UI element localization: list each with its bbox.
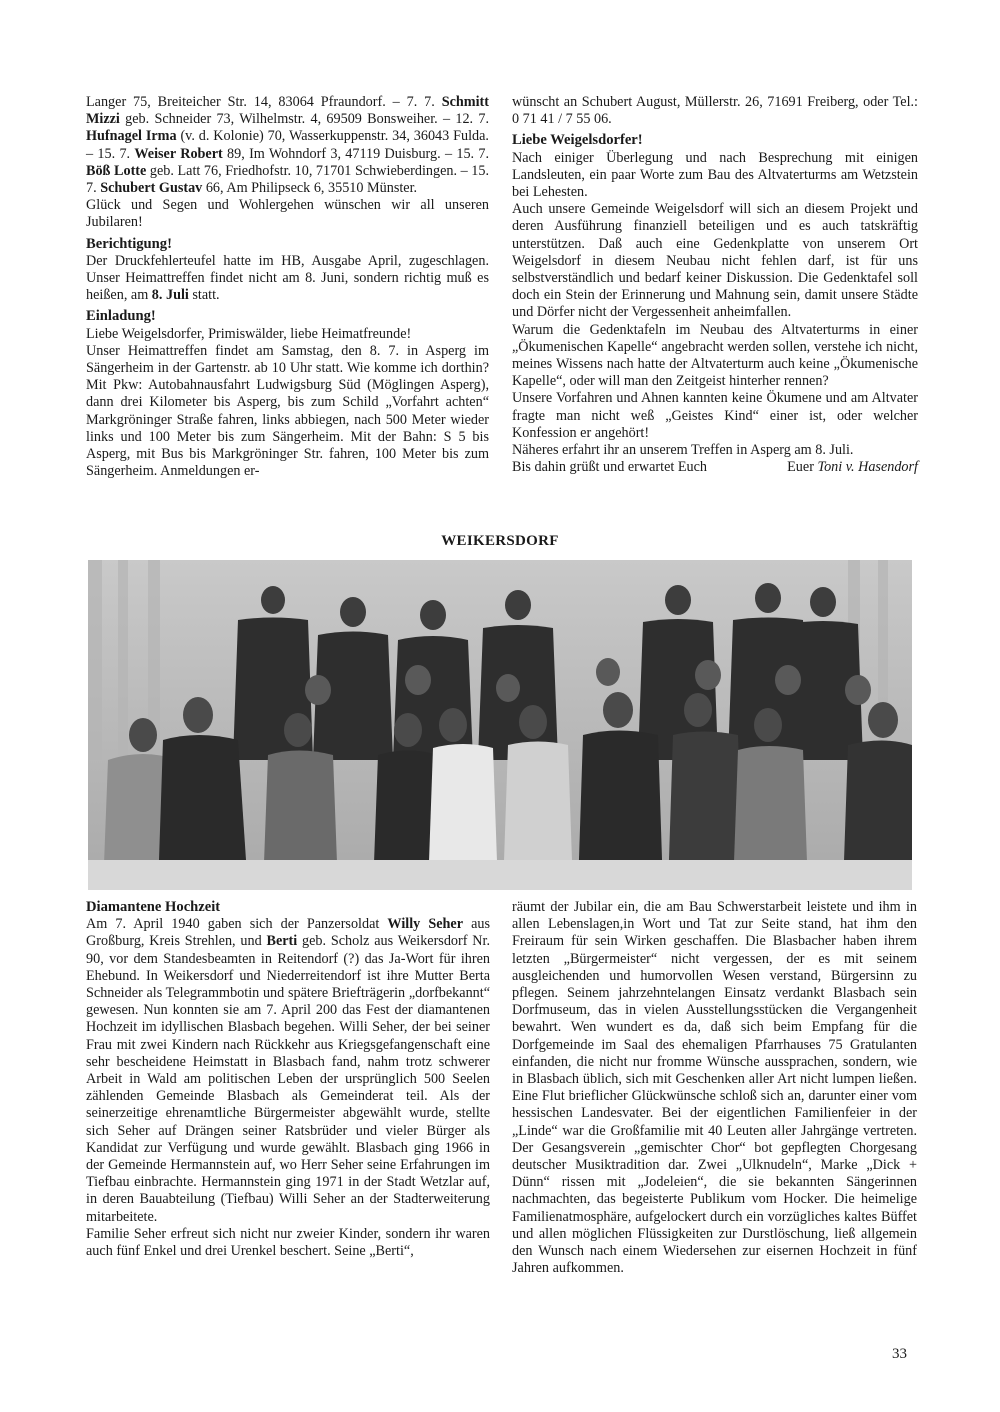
lower-left-column — [86, 899, 490, 1260]
letter-paragraph: Nach einiger Überlegung und nach Besprechung mit einigen Landsleuten, ein paar Worte zum Bau des Altvaterturms am Wetzstein bei Lehesten. — [512, 149, 918, 201]
birthday-entry: 15. 7. Schubert Gustav 66, Am Philipseck 6, 35510 Münster. — [86, 162, 489, 197]
birthday-list — [86, 94, 489, 197]
birthday-entry: Langer 75, Breiteicher Str. 14, 83064 Pfraundorf. – 7. 7. Schmitt Mizzi geb. Schneider 73, Wilhelmstr. 4, 69509 Bonsweiher. – — [86, 94, 489, 128]
upper-right-column — [512, 94, 918, 476]
letter-heading: Liebe Weigelsdorfer! — [512, 132, 643, 149]
section-title: WEIKERSDORF — [441, 533, 559, 549]
correction-text: Der Druckfehlerteufel hatte im HB, Ausgabe April, zugeschlagen. Unser Heimattreffen findet nicht am 8. Juni, sondern richtig muß es heißen, am 8. Juli statt. — [86, 252, 489, 304]
invitation-greeting: Liebe Weigelsdorfer, Primiswälder, liebe Heimatfreunde! — [86, 325, 412, 342]
article-paragraph: räumt der Jubilar ein, die am Bau Schwerstarbeit leistete und ihm in allen Lebenslagen,in Wort und Tat zur Seite stand, hat ihm den Freiraum für sein Wirken geschaffen. Die Blasbacher haben ihrem letzten „Bürgermeister“ nicht vergessen, der es mit seinem ausgleichenden und humorvollen Wesen verstand, Bürgersinn zu pflegen. Seinem jahrzehntelangen Einsatz verdankt Blasbach sein Dorfmuseum, das in vielen Ausstellungsstücken die Vergangenheit bewahrt. Wen wundert es da, daß sich beim Empfang für die Dorfgemeinde im Saal des ehemaligen Pfarrhauses 75 Gratulanten einfanden, die nicht nur fromme Wünsche aussprachen, sondern, wie in Blasbach üblich, sich mit Geschenken aller Art nicht lumpen ließen. Eine Flut brieflicher Glückwünsche schloß sich an, darunter einer vom hessischen Landesvater. Bei der eigentlichen Familienfeier in der „Linde“ war die Großfamilie mit 40 Leuten aller Jahrgänge vertreten. Der Gesangsverein „gemischter Chor“ bot gepflegten Chorgesang deutscher Musiktradition dar. Zwei „Ulknudeln“, Marke „Dick + Dünn“ rissen mit „Jodeleien“, die sie bekannten Sängerinnen nachmachten, das begeisterte Publikum vom Hocker. Die heimelige Familienatmosphäre, aufgelockert durch ein vorzügliches kaltes Büffet und allen möglichen Flüssigkeiten zur Durstlöschung, ließ allgemein den Wunsch nach einem Wiedersehen zur eisernen Hochzeit in fünf Jahren aufkommen. — [512, 899, 917, 1277]
article-paragraph: Am 7. April 1940 gaben sich der Panzersoldat Willy Seher aus Großburg, Kreis Strehlen, und Berti geb. Scholz aus Weikersdorf Nr. 90, vor dem Standesbeamten in Reitendorf (?) das Ja-Wort für ihren Ehebund. In Weikersdorf und Niederreitendorf ist ihre Mutter Berta Schneider als Telegrammbotin und spätere Briefträgerin „dorfbekannt“ gewesen. Nun konnten sie am 7. April 200 das Fest der diamantenen Hochzeit im idyllischen Blasbach begehen. Willi Seher, der bei seiner Frau mit zwei Kindern nach Rückkehr aus Kriegsgefangenschaft eine sehr bescheidene Heimstatt in Blasbach fand, nahm trotz schwerer Arbeit in Wald am politischen Leben der ursprünglich 500 Seelen zählenden Gemeinde Blasbach als Gemeinderat teil. Als der seinerzeitige ehrenamtliche Bürgermeister abgewählt wurde, stellte sich Seher auf Drängen seiner Ratsbrüder und vieler Bürger als Kandidat zur Verfügung und wurde gewählt. Blasbach ging 1966 in der Gemeinde Hermannstein auf, wo Herr Seher seine Erfahrungen im Tiefbau einbrachte. Hermannstein ging 1971 in der Stadt Wetzlar auf, in deren Bauabteilung (Tiefbau) Willi Seher an der Stadterweiterung mitarbeitete. — [86, 916, 491, 1225]
correction-heading: Berichtigung! — [86, 235, 172, 252]
registration-contact: wünscht an Schubert August, Müllerstr. 26, 71691 Freiberg, oder Tel.: 0 71 41 / 7 55 06. — [512, 94, 918, 128]
birthday-entry: 15. 7. Böß Lotte geb. Latt 76, Friedhofstr. 10, 71701 Schwieberdingen. – — [86, 145, 490, 179]
letter-signature — [512, 459, 918, 476]
letter-paragraph: Näheres erfahrt ihr an unserem Treffen in Asperg am 8. Juli. — [512, 442, 854, 459]
signature: Euer Toni v. Hasendorf — [787, 459, 918, 476]
birthday-entry: 15. 7. Weiser Robert 89, Im Wohndorf 3, 47119 Duisburg. – — [97, 145, 457, 162]
letter-paragraph: Unsere Vorfahren und Ahnen kannten keine Ökumene und am Altvater fragte man nicht weß „Geistes Kind“ einer ist, oder welcher Konfession er angehört! — [512, 390, 918, 441]
article-paragraph: Familie Seher erfreut sich nicht nur zweier Kinder, sondern ihr waren auch fünf Enkel und drei Urenkel beschert. Seine „Berti“, — [86, 1225, 490, 1260]
invitation-text: Unser Heimattreffen findet am Samstag, den 8. 7. in Asperg im Sängerheim in der Gartenstr. ab 10 Uhr statt. Wie komme ich dorthin? Mit Pkw: Autobahnausfahrt Ludwigsburg Süd (Möglingen Asperg), dann drei Kilometer bis Asperg, bis zum Schild „Vorfahrt achten“ Markgröninger Straße fahren, links abbiegen, nach 500 Meter wieder links und 100 Meter bis zum Sängerheim. Mit der Bahn: S 5 bis Asperg, mit Bus bis Markgröninger Str. fahren, 100 Meter bis zum Sängerheim. Anmeldungen er- — [86, 342, 489, 480]
article-heading: Diamantene Hochzeit — [86, 899, 221, 915]
group-photo — [88, 560, 912, 890]
jubilee-wishes: Glück und Segen und Wohlergehen wünschen wir all unseren Jubilaren! — [86, 197, 489, 231]
letter-paragraph: Auch unsere Gemeinde Weigelsdorf will sich an diesem Projekt und deren Ausführung finanziell beteiligen und es auch tatskräftig unterstützen. Daß auch eine Gedenkplatte von unserem Ort Weigelsdorf in diesem Neubau nicht fehlen darf, ist für uns selbstverständlich und bedarf keiner Diskussion. Die Gedenktafel soll doch ein Stein der Erinnerung und Mahnung sein, damit unsere Städte und Dörfer nicht der Vergessenheit anheimfallen. — [512, 201, 918, 321]
group-photo-graphic — [88, 560, 912, 890]
letter-paragraph: Warum die Gedenktafeln im Neubau des Altvaterturms in einer „Ökumenischen Kapelle“ angebracht werden sollen, verstehe ich nicht, meines Wissens nach hatte der Altvaterturm auch keine „Ökumenische Kapelle“, oder will man den Zeitgeist hinterher rennen? — [512, 321, 918, 390]
invitation-heading: Einladung! — [86, 308, 156, 325]
upper-left-column — [86, 94, 489, 480]
lower-right-column — [512, 899, 917, 1277]
closing-greeting: Bis dahin grüßt und erwartet Euch — [512, 459, 708, 476]
birthday-entry: 12. 7. Hufnagel Irma (v. d. Kolonie) 70, Wasserkuppenstr. 34, 36043 Fulda. – — [86, 111, 489, 162]
page-number: 33 — [892, 1346, 907, 1362]
